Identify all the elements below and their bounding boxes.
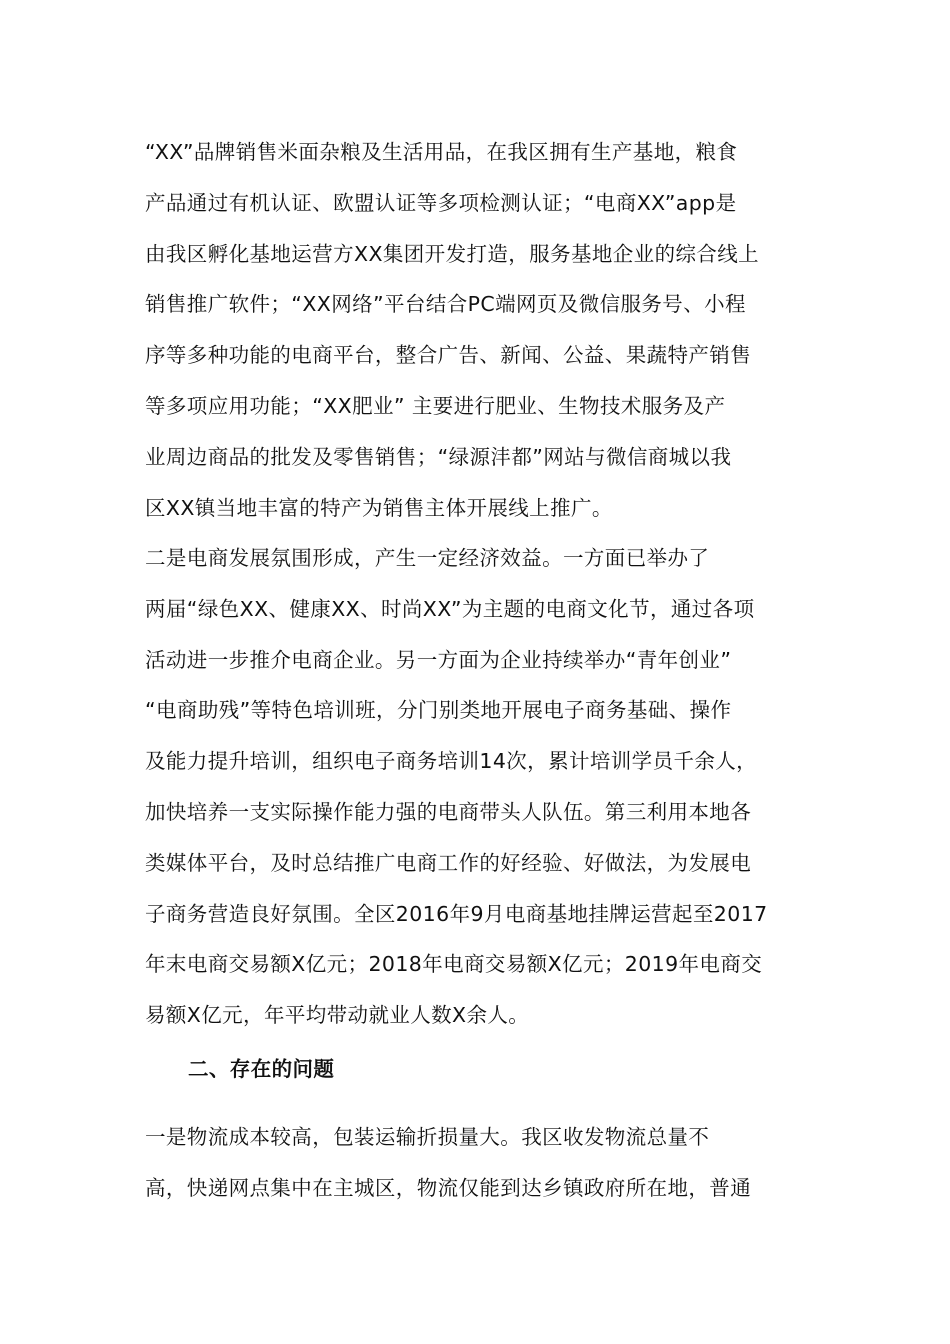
text-line: “XX”品牌销售米面杂粮及生活用品，在我区拥有生产基地，粮食: [145, 140, 738, 164]
text-line: 业周边商品的批发及零售销售；“绿源沣都”网站与微信商城以我: [145, 444, 732, 469]
paragraph-logistics-cost: [145, 1112, 809, 1214]
text-line: 类媒体平台，及时总结推广电商工作的好经验、好做法，为发展电: [145, 850, 752, 875]
section-heading: 二、存在的问题: [188, 1057, 335, 1081]
text-line: 加快培养一支实际操作能力强的电商带头人队伍。第三利用本地各: [145, 799, 752, 824]
text-line: 由我区孵化基地运营方XX集团开发打造，服务基地企业的综合线上: [145, 241, 760, 266]
text-line: 活动进一步推介电商企业。另一方面为企业持续举办“青年创业”: [145, 647, 732, 672]
text-line: 等多项应用功能；“XX肥业” 主要进行肥业、生物技术服务及产: [145, 393, 726, 418]
text-line: 二是电商发展氛围形成，产生一定经济效益。一方面已举办了: [145, 546, 710, 570]
paragraph-brand-platforms: [145, 127, 809, 533]
text-line: 销售推广软件；“XX网络”平台结合PC端网页及微信服务号、小程: [145, 292, 746, 317]
text-line: 产品通过有机认证、欧盟认证等多项检测认证；“电商XX”app是: [145, 190, 737, 215]
text-line: 一是物流成本较高，包装运输折损量大。我区收发物流总量不: [145, 1125, 710, 1149]
text-line: 年末电商交易额X亿元；2018年电商交易额X亿元；2019年电商交: [145, 952, 763, 977]
text-line: 区XX镇当地丰富的特产为销售主体开展线上推广。: [145, 495, 613, 520]
text-line: 两届“绿色XX、健康XX、时尚XX”为主题的电商文化节，通过各项: [145, 596, 755, 621]
text-line: 及能力提升培训，组织电子商务培训14次，累计培训学员千余人，: [145, 749, 758, 774]
text-line: 序等多种功能的电商平台，整合广告、新闻、公益、果蔬特产销售: [145, 343, 752, 368]
text-line: 易额X亿元，年平均带动就业人数X余人。: [145, 1003, 530, 1028]
text-line: 子商务营造良好氛围。全区2016年9月电商基地挂牌运营起至2017: [145, 901, 768, 926]
text-line: 高，快递网点集中在主城区，物流仅能到达乡镇政府所在地，普通: [145, 1175, 752, 1200]
text-line: “电商助残”等特色培训班，分门别类地开展电子商务基础、操作: [145, 698, 732, 723]
paragraph-ecommerce-atmosphere: [145, 533, 809, 1041]
